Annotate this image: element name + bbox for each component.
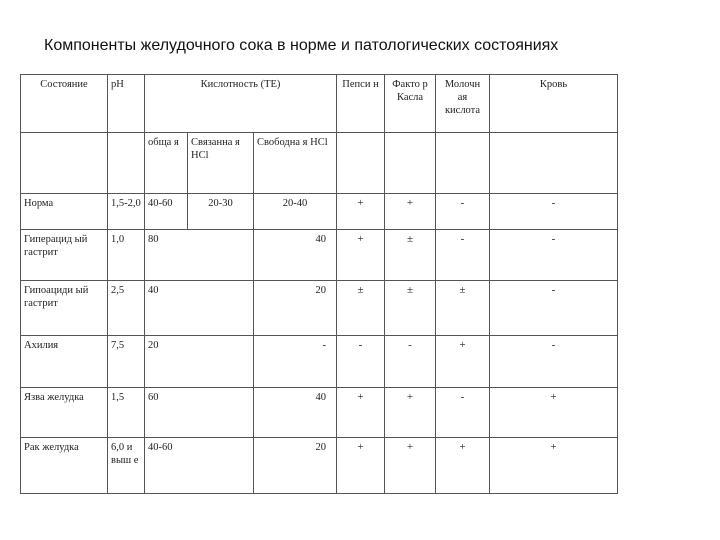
row-total: 40 (145, 281, 254, 336)
row-free: 20 (254, 438, 337, 494)
header-ph: рН (108, 75, 145, 133)
header-acid-free: Свободна я HCl (254, 133, 337, 194)
row-ph: 1,0 (108, 230, 145, 281)
row-lactic: - (436, 194, 490, 230)
row-ph: 1,5-2,0 (108, 194, 145, 230)
row-state: Гиперацид ый гастрит (21, 230, 108, 281)
row-state: Язва желудка (21, 388, 108, 438)
row-factor: ± (385, 230, 436, 281)
table-row (21, 230, 618, 281)
row-blood: - (490, 194, 618, 230)
row-total: 80 (145, 230, 254, 281)
header-acid-total: обща я (145, 133, 188, 194)
table-row (21, 438, 618, 494)
row-ph: 7,5 (108, 336, 145, 388)
header-blood: Кровь (490, 75, 618, 133)
row-total: 20 (145, 336, 254, 388)
row-free: 20 (254, 281, 337, 336)
header-acidity: Кислотность (ТЕ) (145, 75, 337, 133)
row-free: 20-40 (254, 194, 337, 230)
row-state: Норма (21, 194, 108, 230)
row-ph: 6,0 и выш е (108, 438, 145, 494)
subheader-row (21, 133, 618, 194)
row-factor: + (385, 388, 436, 438)
row-blood: - (490, 230, 618, 281)
row-factor: + (385, 194, 436, 230)
table-row (21, 388, 618, 438)
row-free: 40 (254, 230, 337, 281)
row-lactic: + (436, 336, 490, 388)
gastric-juice-table (20, 74, 618, 494)
row-blood: + (490, 388, 618, 438)
row-lactic: + (436, 438, 490, 494)
row-pepsin: + (337, 194, 385, 230)
row-pepsin: + (337, 438, 385, 494)
table-row (21, 336, 618, 388)
row-pepsin: ± (337, 281, 385, 336)
row-pepsin: + (337, 388, 385, 438)
row-free: - (254, 336, 337, 388)
row-blood: - (490, 281, 618, 336)
table-row (21, 281, 618, 336)
row-state: Ахилия (21, 336, 108, 388)
table-row (21, 194, 618, 230)
header-lactic: Молочн ая кислота (436, 75, 490, 133)
row-blood: + (490, 438, 618, 494)
row-factor: + (385, 438, 436, 494)
row-pepsin: - (337, 336, 385, 388)
row-state: Гипоациди ый гастрит (21, 281, 108, 336)
row-factor: - (385, 336, 436, 388)
row-free: 40 (254, 388, 337, 438)
header-row (21, 75, 618, 133)
header-pepsin: Пепси н (337, 75, 385, 133)
row-lactic: ± (436, 281, 490, 336)
row-total: 40-60 (145, 194, 188, 230)
row-bound: 20-30 (188, 194, 254, 230)
row-lactic: - (436, 388, 490, 438)
row-blood: - (490, 336, 618, 388)
row-total: 40-60 (145, 438, 254, 494)
page-title: Компоненты желудочного сока в норме и патологических состояниях (44, 37, 559, 54)
row-pepsin: + (337, 230, 385, 281)
row-ph: 2,5 (108, 281, 145, 336)
header-acid-bound: Связанна я HCl (188, 133, 254, 194)
row-lactic: - (436, 230, 490, 281)
header-state: Состояние (21, 75, 108, 133)
row-state: Рак желудка (21, 438, 108, 494)
row-factor: ± (385, 281, 436, 336)
header-factor: Факто р Касла (385, 75, 436, 133)
row-total: 60 (145, 388, 254, 438)
row-ph: 1,5 (108, 388, 145, 438)
